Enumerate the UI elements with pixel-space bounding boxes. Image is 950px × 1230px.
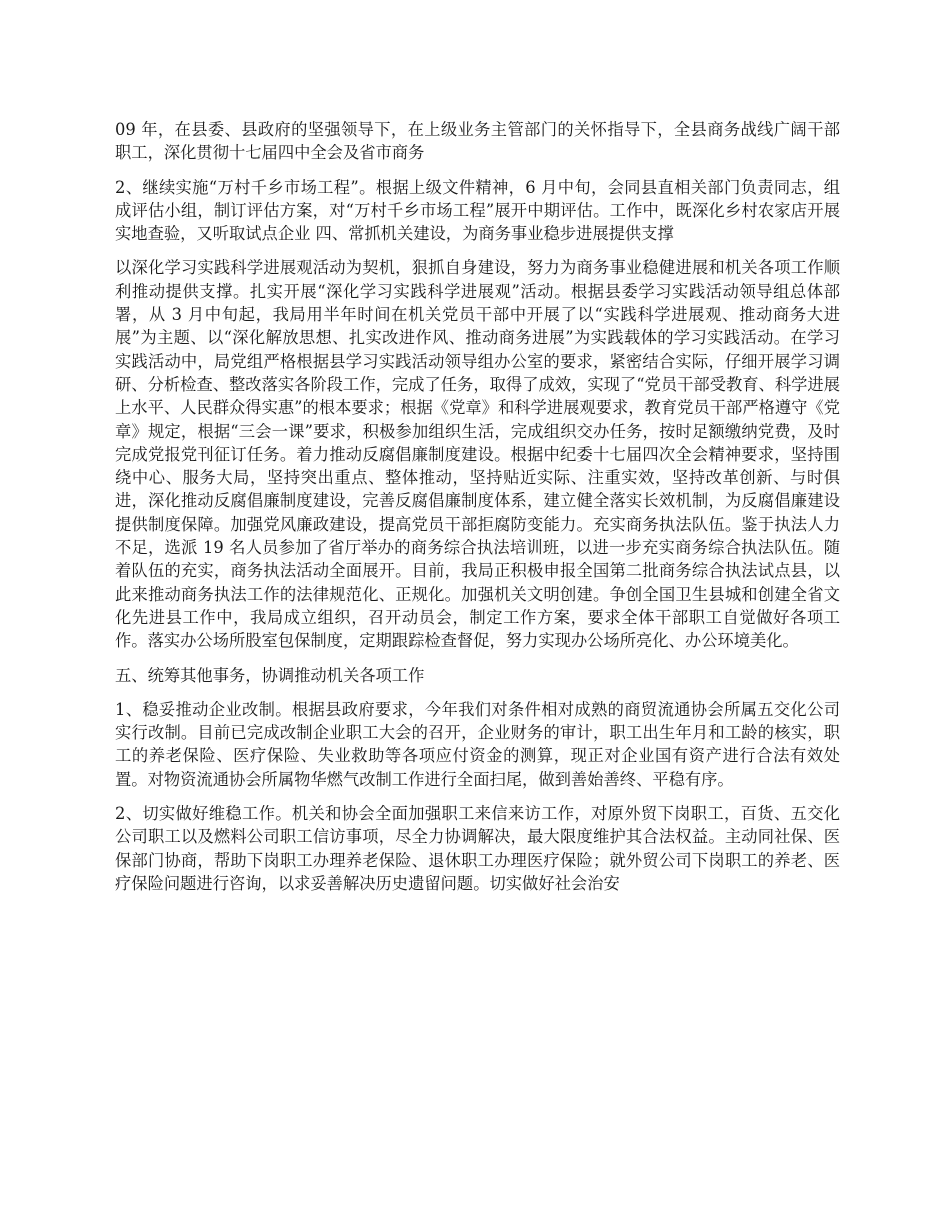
section-heading-five: 五、统筹其他事务，协调推动机关各项工作 — [115, 665, 425, 685]
document-body — [115, 118, 840, 906]
paragraph-intro: 09 年，在县委、县政府的坚强领导下，在上级业务主管部门的关怀指导下，全县商务战线广阔干部职工，深化贯彻十七届四中全会及省市商务 — [115, 120, 840, 163]
paragraph-market-project: 2、继续实施“万村千乡市场工程”。根据上级文件精神，6 月中旬，会同县直相关部门负责同志，组成评估小组，制订评估方案，对“万村千乡市场工程”展开中期评估。工作中，既深化乡村农家店开展实地查验，又听取试点企业 四、常抓机关建设，为商务事业稳步进展提供支撑 — [115, 177, 840, 244]
paragraph-stability-work: 2、切实做好维稳工作。机关和协会全面加强职工来信来访工作，对原外贸下岗职工，百货、五交化公司职工以及燃料公司职工信访事项，尽全力协调解决，最大限度维护其合法权益。主动同社保、医保部门协商，帮助下岗职工办理养老保险、退休职工办理医疗保险；就外贸公司下岗职工的养老、医疗保险问题进行咨询，以求妥善解决历史遗留问题。切实做好社会治安 — [115, 804, 840, 893]
paragraph-enterprise-reform: 1、稳妥推动企业改制。根据县政府要求，今年我们对条件相对成熟的商贸流通协会所属五交化公司实行改制。目前已完成改制企业职工大会的召开，企业财务的审计，职工出生年月和工龄的核实，职工的养老保险、医疗保险、失业救助等各项应付资金的测算，现正对企业国有资产进行合法有效处置。对物资流通协会所属物华燃气改制工作进行全面扫尾，做到善始善终、平稳有序。 — [115, 699, 840, 789]
paragraph-organ-building: 以深化学习实践科学进展观活动为契机，狠抓自身建设，努力为商务事业稳健进展和机关各项工作顺利推动提供支撑。扎实开展“深化学习实践科学进展观”活动。根据县委学习实践活动领导组总体部署，从 3 月中旬起，我局用半年时间在机关党员干部中开展了以“实践科学进展观、推动商务大进展”为主题、以“深化解放思想、扎实改进作风、推动商务进展”为实践载体的学习实践活动。在学习实践活动中，局党组严格根据县学习实践活动领导组办公室的要求，紧密结合实际，仔细开展学习调研、分析检查、整改落实各阶段工作，完成了任务，取得了成效，实现了“党员干部受教育、科学进展上水平、人民群众得实惠”的根本要求；根据《党章》和科学进展观要求，教育党员干部严格遵守《党章》规定，根据“三会一课”要求，积极参加组织生活，完成组织交办任务，按时足额缴纳党费，及时完成党报党刊征订任务。着力推动反腐倡廉制度建设。根据中纪委十七届四次全会精神要求，坚持围绕中心、服务大局，坚持突出重点、整体推动，坚持贴近实际、注重实效，坚持改革创新、与时俱进，深化推动反腐倡廉制度建设，完善反腐倡廉制度体系，建立健全落实长效机制，为反腐倡廉建设提供制度保障。加强党风廉政建设，提高党员干部拒腐防变能力。充实商务执法队伍。鉴于执法人力不足，选派 19 名人员参加了省厅举办的商务综合执法培训班，以进一步充实商务综合执法队伍。随着队伍的充实，商务执法活动全面展开。目前，我局正积极申报全国第二批商务综合执法试点县，以此来推动商务执法工作的法律规范化、正规化。加强机关文明创建。争创全国卫生县城和创建全省文化先进县工作中，我局成立组织，召开动员会，制定工作方案，要求全体干部职工自觉做好各项工作。落实办公场所股室包保制度，定期跟踪检查督促，努力实现办公场所亮化、办公环境美化。 — [115, 258, 840, 651]
